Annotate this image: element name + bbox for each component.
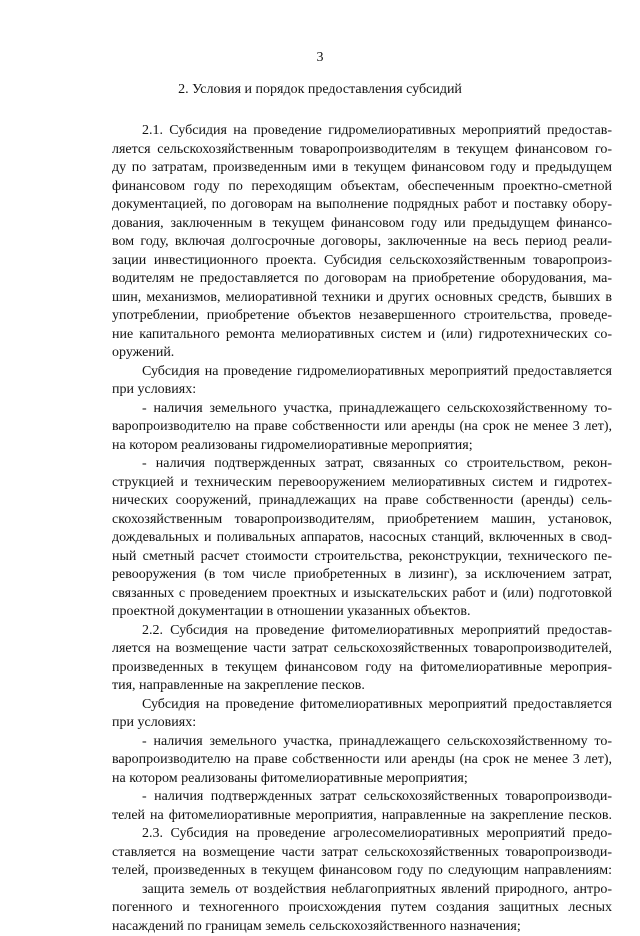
text-line: оружений.	[112, 344, 612, 363]
text-line: вом году, включая долгосрочные договоры, заключенные на весь период реали-	[112, 233, 612, 252]
text-line: - наличия подтвержденных затрат, связанных со строительством, рекон-	[112, 455, 612, 474]
text-line: проектной документации в отношении указанных объектов.	[112, 603, 612, 622]
document-body	[112, 122, 612, 936]
text-line: ляется сельскохозяйственным товаропроизводителям в текущем финансовом го-	[112, 141, 612, 160]
text-line: ние капитального ремонта мелиоративных систем и (или) гидротехнических со-	[112, 326, 612, 345]
text-line: ляется на возмещение части затрат сельскохозяйственных товаропроизводителей,	[112, 640, 612, 659]
text-line: струкцией и техническим перевооружением мелиоративных систем и гидротех-	[112, 474, 612, 493]
text-line: скохозяйственным товаропроизводителям, приобретением машин, установок,	[112, 511, 612, 530]
text-line: дождевальных и поливальных аппаратов, насосных станций, включенных в свод-	[112, 529, 612, 548]
text-line: зации инвестиционного проекта. Субсидия сельскохозяйственным товаропроиз-	[112, 252, 612, 271]
text-line: 2.2. Субсидия на проведение фитомелиоративных мероприятий предостав-	[112, 622, 612, 641]
text-line: варопроизводителю на праве собственности или аренды (на срок не менее 3 лет),	[112, 418, 612, 437]
text-line: водителям не предоставляется по договорам на приобретение оборудования, ма-	[112, 270, 612, 289]
text-line: Субсидия на проведение гидромелиоративных мероприятий предоставляется	[112, 363, 612, 382]
text-line: при условиях:	[112, 714, 612, 733]
text-line: телей на фитомелиоративные мероприятия, направленные на закрепление песков.	[112, 807, 612, 826]
text-line: варопроизводителю на праве собственности или аренды (на срок не менее 3 лет),	[112, 751, 612, 770]
text-line: ревооружения (в том числе приобретенных в лизинг), за исключением затрат,	[112, 566, 612, 585]
text-line: защита земель от воздействия неблагоприятных явлений природного, антро-	[112, 881, 612, 900]
text-line: ставляется на возмещение части затрат сельскохозяйственных товаропроизводи-	[112, 844, 612, 863]
text-line: - наличия подтвержденных затрат сельскохозяйственных товаропроизводи-	[112, 788, 612, 807]
text-line: ный сметный расчет стоимости строительства, реконструкции, технического пе-	[112, 548, 612, 567]
text-line: 2.1. Субсидия на проведение гидромелиоративных мероприятий предостав-	[112, 122, 612, 141]
text-line: документацией, по договорам на выполнение подрядных работ и поставку обору-	[112, 196, 612, 215]
text-line: Субсидия на проведение фитомелиоративных мероприятий предоставляется	[112, 696, 612, 715]
text-line: при условиях:	[112, 381, 612, 400]
text-line: связанных с проведением проектных и изыскательских работ и (или) подготовкой	[112, 585, 612, 604]
text-line: - наличия земельного участка, принадлежащего сельскохозяйственному то-	[112, 733, 612, 752]
text-line: телей, произведенных в текущем финансовом году по следующим направлениям:	[112, 862, 612, 881]
text-line: ду по затратам, произведенным ими в текущем финансовом году и предыдущем	[112, 159, 612, 178]
section-title: 2. Условия и порядок предоставления субсидий	[0, 82, 640, 98]
text-line: - наличия земельного участка, принадлежащего сельскохозяйственному то-	[112, 400, 612, 419]
text-line: на котором реализованы гидромелиоративные мероприятия;	[112, 437, 612, 456]
text-line: нических сооружений, принадлежащих на праве собственности (аренды) сель-	[112, 492, 612, 511]
text-line: употреблении, приобретение объектов незавершенного строительства, проведе-	[112, 307, 612, 326]
text-line: произведенных в текущем финансовом году на фитомелиоративные мероприя-	[112, 659, 612, 678]
text-line: финансовом году по переходящим объектам, обеспеченным проектно-сметной	[112, 178, 612, 197]
text-line: погенного и техногенного происхождения путем создания защитных лесных	[112, 899, 612, 918]
text-line: дования, заключенным в текущем финансовом году или предыдущем финансо-	[112, 215, 612, 234]
text-line: тия, направленные на закрепление песков.	[112, 677, 612, 696]
text-line: 2.3. Субсидия на проведение агролесомелиоративных мероприятий предо-	[112, 825, 612, 844]
text-line: шин, механизмов, мелиоративной техники и других основных средств, бывших в	[112, 289, 612, 308]
text-line: насаждений по границам земель сельскохозяйственного назначения;	[112, 918, 612, 936]
page-number: 3	[0, 50, 640, 66]
text-line: на котором реализованы фитомелиоративные мероприятия;	[112, 770, 612, 789]
